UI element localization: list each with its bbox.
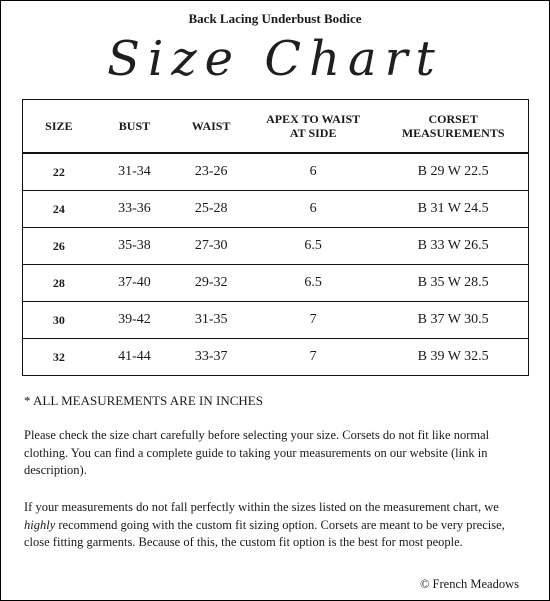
table-header-row bbox=[23, 100, 529, 154]
header-corset-line2: MEASUREMENTS bbox=[401, 126, 505, 140]
cell-waist: 27-30 bbox=[174, 228, 248, 265]
cell-corset: B 35 W 28.5 bbox=[378, 265, 528, 302]
header-corset-line1: CORSET bbox=[428, 112, 478, 126]
measurement-note: * ALL MEASUREMENTS ARE IN INCHES bbox=[24, 393, 263, 408]
header-apex-line2: AT SIDE bbox=[289, 126, 337, 140]
copyright-notice: © French Meadows bbox=[419, 577, 519, 591]
product-subtitle: Back Lacing Underbust Bodice bbox=[188, 11, 362, 26]
cell-size: 24 bbox=[23, 191, 95, 228]
size-table bbox=[22, 99, 529, 376]
custom-fit-recommendation bbox=[24, 499, 529, 552]
cell-bust: 37-40 bbox=[95, 265, 175, 302]
table-row bbox=[23, 265, 529, 302]
cell-apex: 6 bbox=[248, 153, 378, 191]
cell-size: 28 bbox=[23, 265, 95, 302]
cell-size: 26 bbox=[23, 228, 95, 265]
cell-waist: 29-32 bbox=[174, 265, 248, 302]
cell-apex: 6.5 bbox=[248, 265, 378, 302]
page-title: Size Chart bbox=[107, 31, 443, 87]
header-waist: WAIST bbox=[174, 100, 248, 154]
table-row bbox=[23, 228, 529, 265]
cell-apex: 6.5 bbox=[248, 228, 378, 265]
cell-apex: 7 bbox=[248, 339, 378, 376]
cell-corset: B 39 W 32.5 bbox=[378, 339, 528, 376]
header-bust: BUST bbox=[95, 100, 175, 154]
cell-corset: B 33 W 26.5 bbox=[378, 228, 528, 265]
table-row bbox=[23, 191, 529, 228]
table-row bbox=[23, 153, 529, 191]
recommendation-emphasis: highly bbox=[24, 517, 56, 532]
header-size: SIZE bbox=[23, 100, 95, 154]
header-corset-measurements bbox=[378, 100, 528, 154]
cell-waist: 23-26 bbox=[174, 153, 248, 191]
cell-corset: B 29 W 22.5 bbox=[378, 153, 528, 191]
cell-waist: 31-35 bbox=[174, 302, 248, 339]
cell-size: 30 bbox=[23, 302, 95, 339]
cell-bust: 31-34 bbox=[95, 153, 175, 191]
cell-corset: B 31 W 24.5 bbox=[378, 191, 528, 228]
cell-waist: 25-28 bbox=[174, 191, 248, 228]
table-row bbox=[23, 302, 529, 339]
table-row bbox=[23, 339, 529, 376]
cell-size: 22 bbox=[23, 153, 95, 191]
cell-bust: 33-36 bbox=[95, 191, 175, 228]
cell-corset: B 37 W 30.5 bbox=[378, 302, 528, 339]
cell-bust: 39-42 bbox=[95, 302, 175, 339]
cell-bust: 35-38 bbox=[95, 228, 175, 265]
recommendation-text-start: If your measurements do not fall perfectly within the sizes listed on the measurement chart, we bbox=[24, 500, 499, 514]
cell-apex: 7 bbox=[248, 302, 378, 339]
header-apex-to-waist bbox=[248, 100, 378, 154]
recommendation-text-end: recommend going with the custom fit sizing option. Corsets are meant to be very precise, close fitting garments. Because of this, the custom fit option is the best for most people. bbox=[24, 517, 505, 549]
header-apex-line1: APEX TO WAIST bbox=[266, 112, 361, 126]
sizing-instructions: Please check the size chart carefully before selecting your size. Corsets do not fit like normal clothing. You can find a complete guide to taking your measurements on our website (link in description). bbox=[24, 428, 490, 477]
cell-apex: 6 bbox=[248, 191, 378, 228]
cell-size: 32 bbox=[23, 339, 95, 376]
cell-waist: 33-37 bbox=[174, 339, 248, 376]
cell-bust: 41-44 bbox=[95, 339, 175, 376]
